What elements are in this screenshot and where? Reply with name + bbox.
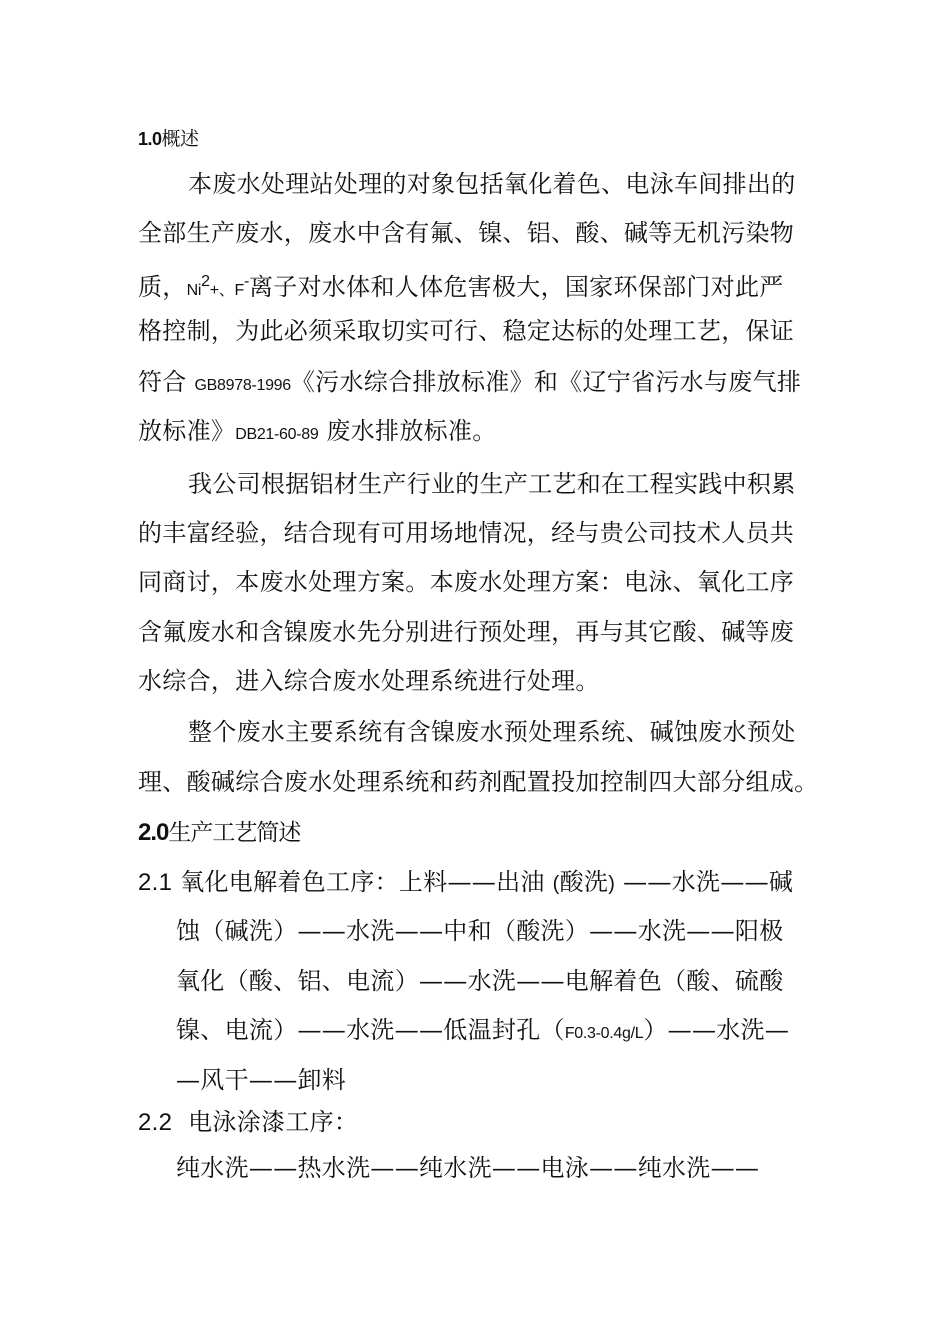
paragraph-line: 全部生产废水，废水中含有氟、镍、铝、酸、碱等无机污染物 — [138, 219, 795, 247]
paragraph-line: 理、酸碱综合废水处理系统和药剂配置投加控制四大部分组成。 — [138, 768, 819, 796]
paragraph-line: 格控制，为此必须采取切实可行、稳定达标的处理工艺，保证 — [138, 317, 795, 345]
paragraph-line: 水综合，进入综合废水处理系统进行处理。 — [138, 667, 600, 695]
subsection-2-1-line: 氧化（酸、铝、电流）——水洗——电解着色（酸、硫酸 — [176, 967, 784, 995]
section-title: 概述 — [161, 128, 199, 150]
section-number: 1.0 — [138, 129, 162, 149]
subsection-2-1-line: —风干——卸料 — [176, 1066, 347, 1094]
paragraph-line: 质，$Ni^2+$、F-离子对水体和人体危害极大，国家环保部门对此严 — [138, 273, 784, 301]
paragraph-line: 我公司根据铝材生产行业的生产工艺和在工程实践中积累 — [188, 470, 796, 498]
subsection-2-1-line: 蚀（碱洗）——水洗——中和（酸洗）——水洗——阳极 — [176, 917, 784, 945]
paragraph-line: 符合 GB8978-1996《污水综合排放标准》和《辽宁省污水与废气排 — [138, 368, 802, 396]
paragraph-line: 放标准》DB21-60-89 废水排放标准。 — [138, 417, 497, 445]
subsection-2-2-line: 纯水洗——热水洗——纯水洗——电泳——纯水洗—— — [176, 1154, 760, 1182]
subsection-2-1-line: 2.1 氧化电解着色工序：上料——出油 (酸洗) ——水洗——碱 — [138, 868, 794, 896]
paragraph-line: 同商讨，本废水处理方案。本废水处理方案：电泳、氧化工序 — [138, 568, 795, 596]
subsection-2-2-heading: 2.2 电泳涂漆工序： — [138, 1108, 359, 1136]
section-title: 生产工艺简述 — [168, 820, 301, 846]
paragraph-line: 的丰富经验，结合现有可用场地情况，经与贵公司技术人员共 — [138, 519, 795, 547]
paragraph-line: 整个废水主要系统有含镍废水预处理系统、碱蚀废水预处 — [188, 718, 796, 746]
subsection-2-1-line: 镍、电流）——水洗——低温封孔（F0.3-0.4g/L）——水洗— — [176, 1016, 790, 1044]
paragraph-line: 本废水处理站处理的对象包括氧化着色、电泳车间排出的 — [188, 170, 796, 198]
section-heading-2 — [138, 814, 300, 847]
section-heading-1 — [138, 124, 199, 151]
section-number: 2.0 — [138, 819, 169, 846]
paragraph-line: 含氟废水和含镍废水先分别进行预处理，再与其它酸、碱等废 — [138, 618, 795, 646]
